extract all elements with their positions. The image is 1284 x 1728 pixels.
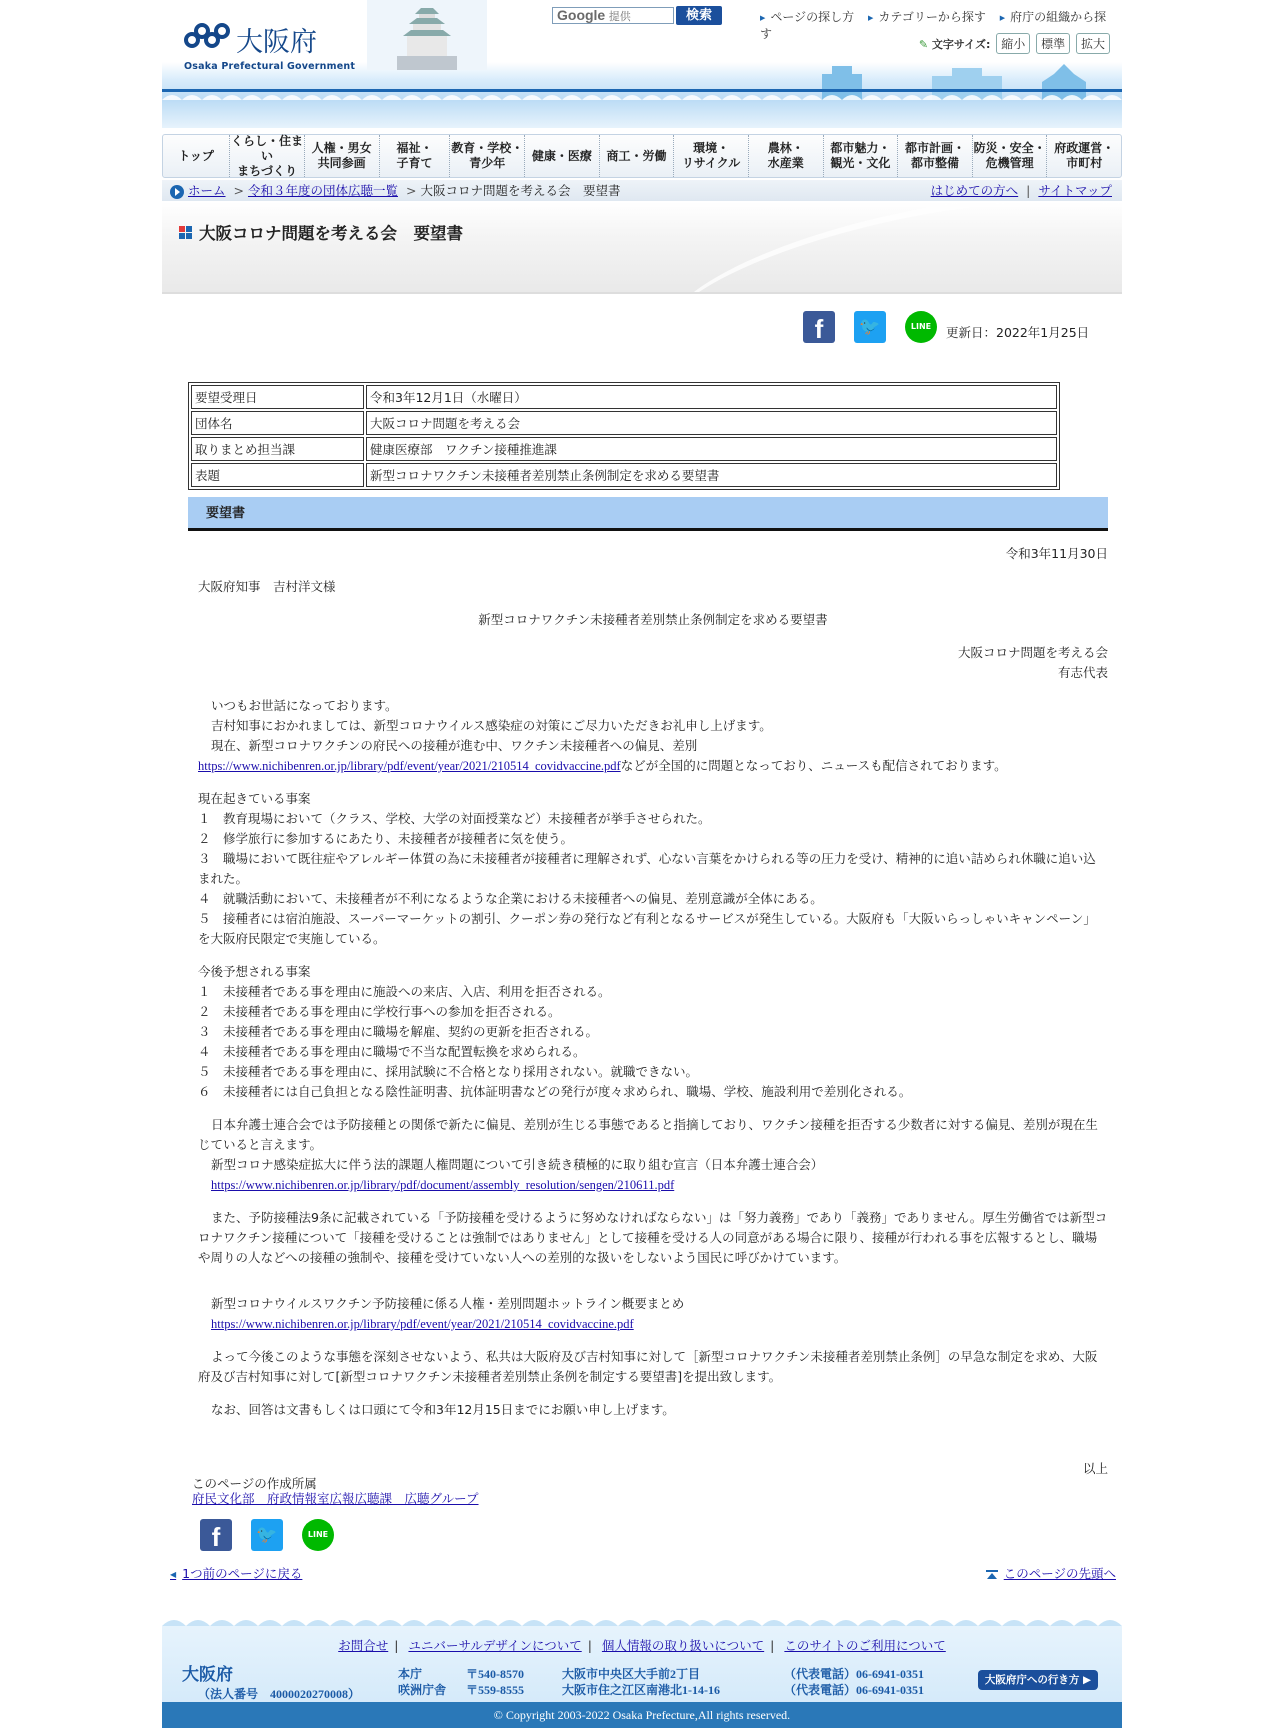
site-header <box>162 0 1122 128</box>
osaka-castle-illustration <box>367 0 487 70</box>
intro-link[interactable]: https://www.nichibenren.or.jp/library/pdf/event/year/2021/210514_covidvaccine.pdf <box>198 759 621 773</box>
page-top-icon <box>986 1570 998 1580</box>
link-category[interactable]: ▶ カテゴリーから探す <box>868 10 986 24</box>
font-smaller-button[interactable]: 縮小 <box>996 33 1030 54</box>
table-row: 表題 新型コロナワクチン未接種者差別禁止条例制定を求める要望書 <box>191 463 1057 487</box>
font-larger-button[interactable]: 拡大 <box>1076 33 1110 54</box>
page-owner <box>192 1476 479 1506</box>
nav-welfare[interactable]: 福祉・ 子育て <box>380 135 451 177</box>
header-rule <box>162 89 1122 92</box>
nav-human-rights[interactable]: 人権・男女 共同参画 <box>305 135 380 177</box>
table-row: 要望受理日 令和3年12月1日（水曜日） <box>191 385 1057 409</box>
facebook-icon[interactable]: f <box>200 1519 232 1551</box>
back-link[interactable]: ◀ 1つ前のページに戻る <box>170 1566 302 1581</box>
nav-urban-planning[interactable]: 都市計画・ 都市整備 <box>898 135 973 177</box>
nav-commerce[interactable]: 商工・労働 <box>600 135 675 177</box>
table-row: 団体名 大阪コロナ問題を考える会 <box>191 411 1057 435</box>
breadcrumb-current: 大阪コロナ問題を考える会 要望書 <box>420 183 621 198</box>
link-organization[interactable]: ▶ 府庁の組織から探す <box>760 10 1106 41</box>
hotline-reference: 新型コロナウイルスワクチン予防接種に係る人権・差別問題ホットライン概要まとめ <box>211 1296 685 1311</box>
font-standard-button[interactable]: 標準 <box>1036 33 1070 54</box>
office-row: 咲洲庁舎 〒559-8555 大阪市住之江区南港北1-14-16 （代表電話）06-6941-0351 <box>398 1683 924 1697</box>
bar-paragraph: 日本弁護士連合会では予防接種との関係で新たに偏見、差別が生じる事態であると指摘しており、ワクチン接種を拒否する少数者に対する偏見、差別が現在生じていると言えます。 <box>198 1117 1098 1152</box>
page-title: 大阪コロナ問題を考える会 要望書 <box>179 220 463 244</box>
owner-dept-link[interactable]: 府民文化部 府政情報室広報広聴課 広聴グループ <box>192 1491 479 1506</box>
nav-education[interactable]: 教育・学校・ 青少年 <box>450 135 525 177</box>
sender-org: 大阪コロナ問題を考える会 <box>957 645 1108 660</box>
search-input[interactable]: Google 提供 <box>552 7 674 24</box>
page-navigation <box>170 1564 1122 1582</box>
footer-org: 大阪府 （法人番号 4000020270008） <box>182 1665 361 1701</box>
title-band <box>162 202 1122 294</box>
twitter-icon[interactable]: 🐦 <box>251 1519 283 1551</box>
osaka-emblem-icon <box>184 23 234 57</box>
footer-contact-link[interactable]: お問合せ <box>338 1638 389 1653</box>
global-nav <box>162 134 1122 178</box>
table-row: 取りまとめ担当課 健康医療部 ワクチン接種推進課 <box>191 437 1057 461</box>
page <box>162 0 1122 1728</box>
list-item: ６ 未接種者には自己負担となる陰性証明書、抗体証明書などの発行が度々求められ、職場、学校、施設利用で差別化される。 <box>198 1084 912 1099</box>
owner-label: このページの作成所属 <box>192 1476 317 1491</box>
bar-reference: 新型コロナ感染症拡大に伴う法的課題人権問題について引き続き積極的に取り組む宣言（日本弁護士連合会） <box>211 1157 824 1172</box>
request-paragraph: よって今後このような事態を深刻させないよう、私共は大阪府及び吉村知事に対して［新型コロナワクチン未接種者差別禁止条例］の早急な制定を求め、大阪府及び吉村知事に対して[新型コロナワクチン未接種者差別禁止条例を制定する要望書]を提出致します。 <box>198 1349 1098 1384</box>
footer-ud-link[interactable]: ユニバーサルデザインについて <box>408 1638 582 1653</box>
list-item: ５ 接種者には宿泊施設、スーパーマーケットの割引、クーポン券の発行など有利となるサービスが発生している。大阪府も「大阪いらっしゃいキャンペーン」を大阪府民限定で実施している。 <box>198 911 1096 946</box>
intro-line: 現在、新型コロナワクチンの府民への接種が進む中、ワクチン未接種者への偏見、差別 <box>211 738 698 753</box>
bar-link[interactable]: https://www.nichibenren.or.jp/library/pdf/document/assembly_resolution/sengen/210611.pdf <box>211 1178 675 1192</box>
list-item: １ 教育現場において（クラス、学校、大学の対面授業など）未接種者が挙手させられた。 <box>198 811 711 826</box>
intro-line: いつもお世話になっております。 <box>211 698 398 713</box>
site-footer <box>162 1610 1122 1728</box>
footer-terms-link[interactable]: このサイトのご利用について <box>784 1638 946 1653</box>
reply-paragraph: なお、回答は文書もしくは口頭にて令和3年12月15日までにお願い申し上げます。 <box>211 1402 675 1417</box>
font-size-control <box>919 33 1110 54</box>
page-top-link[interactable]: このページの先頭へ <box>1003 1566 1116 1581</box>
section-heading: 要望書 <box>188 497 1108 531</box>
list-item: ５ 未接種者である事を理由に、採用試験に不合格となり採用されない。就職できない。 <box>198 1064 699 1079</box>
osaka-logo[interactable] <box>184 20 355 72</box>
breadcrumb-list[interactable]: 令和３年度の団体広聴一覧 <box>247 183 398 198</box>
list-item: ３ 未接種者である事を理由に職場を解雇、契約の更新を拒否される。 <box>198 1024 599 1039</box>
font-size-label: 文字サイズ: <box>931 38 991 51</box>
list-item: ３ 職場において既往症やアレルギー体質の為に未接種者が接種者に理解されず、心ない言葉をかけられる等の圧力を受け、精神的に追い詰められ休職に追い込まれた。 <box>198 851 1096 886</box>
info-table <box>188 382 1060 490</box>
letter-subject: 新型コロナワクチン未接種者差別禁止条例制定を求める要望書 <box>478 612 828 627</box>
nav-top[interactable]: トップ <box>163 135 230 177</box>
office-row: 本庁 〒540-8570 大阪市中央区大手前2丁目 （代表電話）06-6941-0351 <box>398 1667 924 1681</box>
list-item: １ 未接種者である事を理由に施設への来店、入店、利用を拒否される。 <box>198 984 611 999</box>
facebook-icon[interactable]: f <box>803 311 835 343</box>
link-page-guide[interactable]: ▶ ページの探し方 <box>760 10 854 24</box>
current-cases-title: 現在起きている事案 <box>198 791 311 806</box>
home-arrow-icon <box>170 185 184 199</box>
nav-health[interactable]: 健康・医療 <box>525 135 600 177</box>
leaf-icon: ✎ <box>918 38 929 51</box>
updated-date: 更新日：2022年1月25日 <box>946 325 1090 340</box>
breadcrumb-home[interactable]: ホーム <box>188 183 226 198</box>
letter-addressee: 大阪府知事 吉村洋文様 <box>198 579 336 594</box>
list-item: ２ 未接種者である事を理由に学校行事への参加を拒否される。 <box>198 1004 561 1019</box>
footer-links: お問合せ | ユニバーサルデザインについて | 個人情報の取り扱いについて | このサイトのご利用について <box>338 1638 946 1653</box>
copyright: © Copyright 2003-2022 Osaka Prefecture,All rights reserved. <box>162 1702 1122 1728</box>
nav-tourism[interactable]: 都市魅力・ 観光・文化 <box>824 135 899 177</box>
future-cases-title: 今後予想される事案 <box>198 964 311 979</box>
share-buttons-bottom <box>200 1519 353 1551</box>
list-item: ４ 未接種者である事を理由に職場で不当な配置転換を求められる。 <box>198 1044 586 1059</box>
hotline-link[interactable]: https://www.nichibenren.or.jp/library/pdf/event/year/2021/210514_covidvaccine.pdf <box>211 1317 634 1331</box>
nav-disaster[interactable]: 防災・安全・ 危機管理 <box>973 135 1048 177</box>
intro-url-line: https://www.nichibenren.or.jp/library/pdf/event/year/2021/210514_covidvaccine.pdfなどが全国的に問題となっており、ニュースも配信されております。 <box>198 758 1007 773</box>
closing: 以上 <box>1082 1461 1108 1476</box>
nav-government[interactable]: 府政運営・ 市町村 <box>1054 141 1115 170</box>
title-square-icon <box>179 226 193 240</box>
list-item: ４ 就職活動において、未接種者が不利になるような企業における未接種者への偏見、差別意識が全体にある。 <box>198 891 823 906</box>
sender-rep: 有志代表 <box>1057 665 1108 680</box>
letter-body <box>198 544 1108 1479</box>
share-buttons-top <box>803 311 1089 343</box>
letter-date: 令和3年11月30日 <box>1005 546 1108 561</box>
link-sitemap[interactable]: サイトマップ <box>1038 183 1112 198</box>
footer-privacy-link[interactable]: 個人情報の取り扱いについて <box>601 1638 765 1653</box>
site-search <box>552 6 722 25</box>
logo-text: 大阪府 <box>236 27 317 58</box>
access-button[interactable]: 大阪府庁への行き方 ▶ <box>978 1670 1098 1690</box>
nav-living[interactable]: くらし・住まい まちづくり <box>231 133 304 178</box>
logo-english: Osaka Prefectural Government <box>184 61 356 72</box>
footer-wave-decoration <box>162 1610 1122 1626</box>
line-icon[interactable]: LINE <box>302 1519 334 1551</box>
intro-line: 吉村知事におかれましては、新型コロナウイルス感染症の対策にご尽力いただきお礼申し上げます。 <box>211 718 772 733</box>
nav-environment[interactable]: 環境・ リサイクル <box>674 135 749 177</box>
twitter-icon[interactable]: 🐦 <box>854 311 886 343</box>
link-first-time[interactable]: はじめての方へ <box>930 183 1019 198</box>
footer-addresses <box>398 1666 924 1698</box>
law-paragraph: また、予防接種法9条に記載されている「予防接種を受けるように努めなければならない」は「努力義務」であり「義務」でありません。厚生労働省では新型コロナワクチン接種について「接種を受けることは強制ではありません」として接種を受ける人の同意がある場合に限り、接種が行われる事を広報するとし、職場や周りの人などへの接種の強制や、接種を受けていない人への差別的な扱いをしないよう国民に呼びかけています。 <box>198 1210 1108 1265</box>
search-button[interactable]: 検索 <box>676 6 722 25</box>
nav-agriculture[interactable]: 農林・ 水産業 <box>749 135 824 177</box>
breadcrumb: ホーム > 令和３年度の団体広聴一覧 > 大阪コロナ問題を考える会 要望書 はじめての方へ | サイトマップ <box>162 180 1122 201</box>
list-item: ２ 修学旅行に参加するにあたり、未接種者が接種者に気を使う。 <box>198 831 574 846</box>
line-icon[interactable]: LINE <box>905 311 937 343</box>
